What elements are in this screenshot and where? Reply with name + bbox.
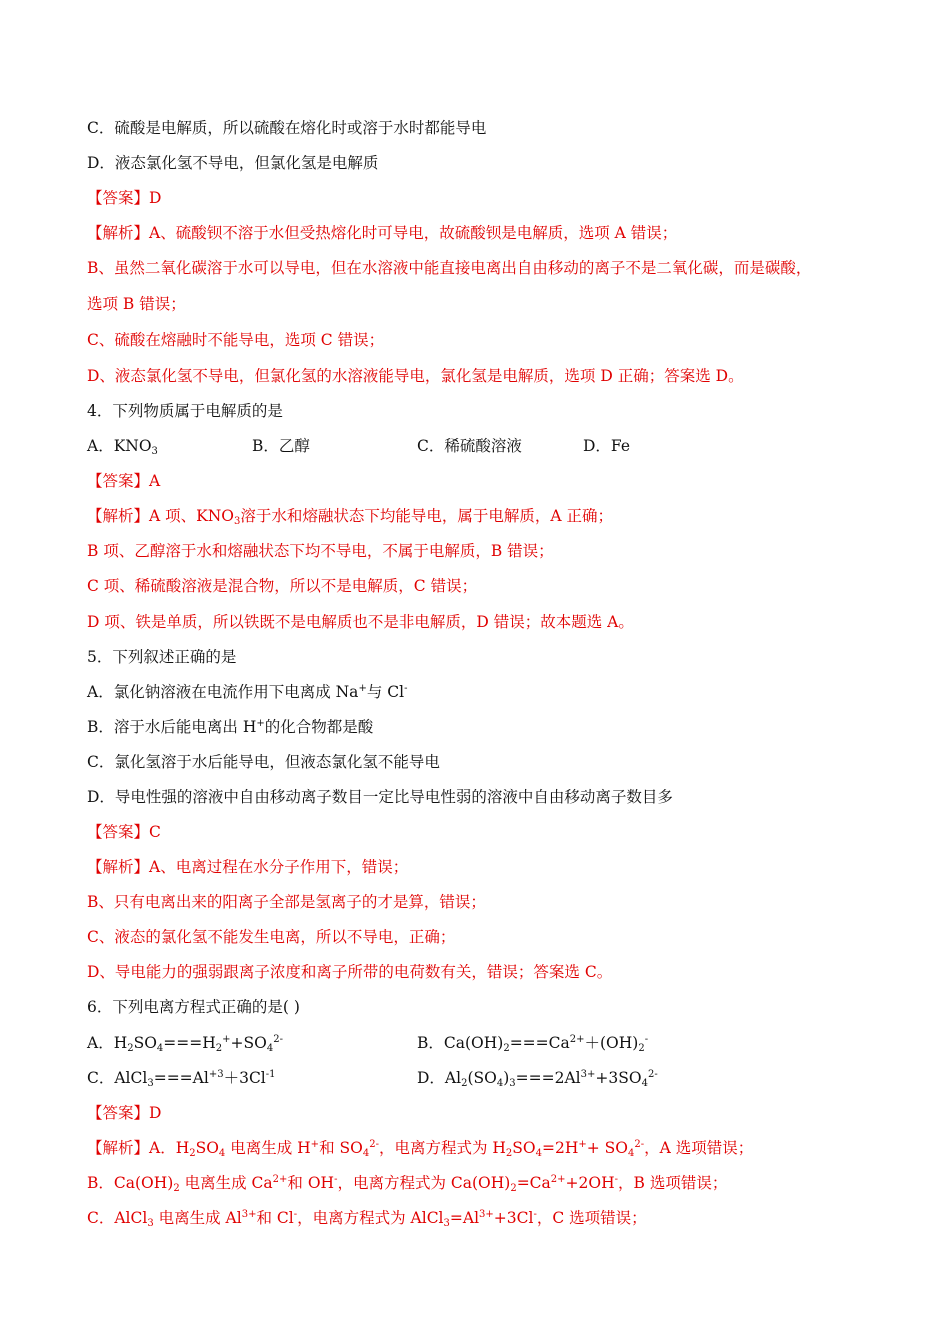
q6-answer: 【答案】D xyxy=(87,1104,162,1122)
q5-stem: 5．下列叙述正确的是 xyxy=(87,648,237,666)
q3-analysis-line: 选项 B 错误； xyxy=(87,295,186,313)
q4-analysis-line: B 项、乙醇溶于水和熔融状态下均不导电，不属于电解质，B 错误； xyxy=(87,542,554,560)
q4-stem: 4．下列物质属于电解质的是 xyxy=(87,402,283,420)
q5-option-a: A．氯化钠溶液在电流作用下电离成 Na+与 Cl- xyxy=(87,683,408,701)
q5-answer: 【答案】C xyxy=(87,823,161,841)
q3-analysis-line: 【解析】A、硫酸钡不溶于水但受热熔化时可导电，故硫酸钡是电解质，选项 A 错误； xyxy=(87,224,678,242)
q3-option-d: D．液态氯化氢不导电，但氯化氢是电解质 xyxy=(87,154,379,172)
q3-analysis-line: D、液态氯化氢不导电，但氯化氢的水溶液能导电，氯化氢是电解质，选项 D 正确；答案选 D。 xyxy=(87,367,744,385)
q5-analysis-line: 【解析】A、电离过程在水分子作用下，错误； xyxy=(87,858,409,876)
q3-analysis-line: C、硫酸在熔融时不能导电，选项 C 错误； xyxy=(87,331,385,349)
q3-option-c: C．硫酸是电解质，所以硫酸在熔化时或溶于水时都能导电 xyxy=(87,119,487,137)
q5-option-b: B．溶于水后能电离出 H+的化合物都是酸 xyxy=(87,718,374,736)
q6-option-c: C．$AlCl_3===Al^{+3}+3Cl^{-1}$ xyxy=(87,1069,276,1089)
q6-option-d: D．$Al_2(SO_4)_3===2Al^{3+}+3SO_4^{2-}$ xyxy=(417,1069,658,1089)
q5-analysis-line: C、液态的氯化氢不能发生电离，所以不导电，正确； xyxy=(87,928,456,946)
q4-option-b: B．乙醇 xyxy=(252,437,310,455)
q6-option-b: B．$Ca(OH)_2===Ca^{2+}+(OH)_2^-$ xyxy=(417,1034,649,1054)
q6-analysis-line: B．$Ca(OH)_2$ 电离生成 $Ca^{2+}$和 OH-，电离方程式为 $Ca(OH)_2=Ca^{2+}+2OH^-$，B 选项错误； xyxy=(87,1174,728,1194)
q4-analysis-line: D 项、铁是单质，所以铁既不是电解质也不是非电解质，D 错误；故本题选 A。 xyxy=(87,613,634,631)
q4-option-d: D．Fe xyxy=(583,437,631,455)
q5-analysis-line: D、导电能力的强弱跟离子浓度和离子所带的电荷数有关，错误；答案选 C。 xyxy=(87,963,613,981)
q3-answer: 【答案】D xyxy=(87,189,162,207)
q4-analysis-line: C 项、稀硫酸溶液是混合物，所以不是电解质，C 错误； xyxy=(87,577,478,595)
q3-analysis-line: B、虽然二氧化碳溶于水可以导电，但在水溶液中能直接电离出自由移动的离子不是二氧化碳，而是碳酸， xyxy=(87,259,812,277)
q4-answer: 【答案】A xyxy=(87,472,161,490)
q6-analysis-line: C．AlCl$_3$ 电离生成 $Al^{3+}$和 Cl-，电离方程式为 $AlCl_3=Al^{3+}+3Cl^-$，C 选项错误； xyxy=(87,1209,647,1229)
q4-analysis-line: 【解析】A 项、$KNO_3$溶于水和熔融状态下均能导电，属于电解质，A 正确； xyxy=(87,507,613,527)
q6-analysis-line: 【解析】A．$H_2SO_4$ 电离生成 H+和 $SO_4^{2-}$，电离方程式为 $H_2SO_4=2H^++ SO_4^{2-}$，A 选项错误； xyxy=(87,1139,754,1159)
q5-analysis-line: B、只有电离出来的阳离子全部是氢离子的才是算，错误； xyxy=(87,893,486,911)
q6-stem: 6．下列电离方程式正确的是( ) xyxy=(87,998,300,1016)
q4-option-a: A．$KNO_3$ xyxy=(87,437,158,457)
q5-option-d: D．导电性强的溶液中自由移动离子数目一定比导电性弱的溶液中自由移动离子数目多 xyxy=(87,788,673,806)
q6-option-a: A．$H_2SO_4===H_2^++SO_4^{2-}$ xyxy=(87,1034,283,1054)
q4-option-c: C．稀硫酸溶液 xyxy=(417,437,522,455)
q5-option-c: C．氯化氢溶于水后能导电，但液态氯化氢不能导电 xyxy=(87,753,440,771)
